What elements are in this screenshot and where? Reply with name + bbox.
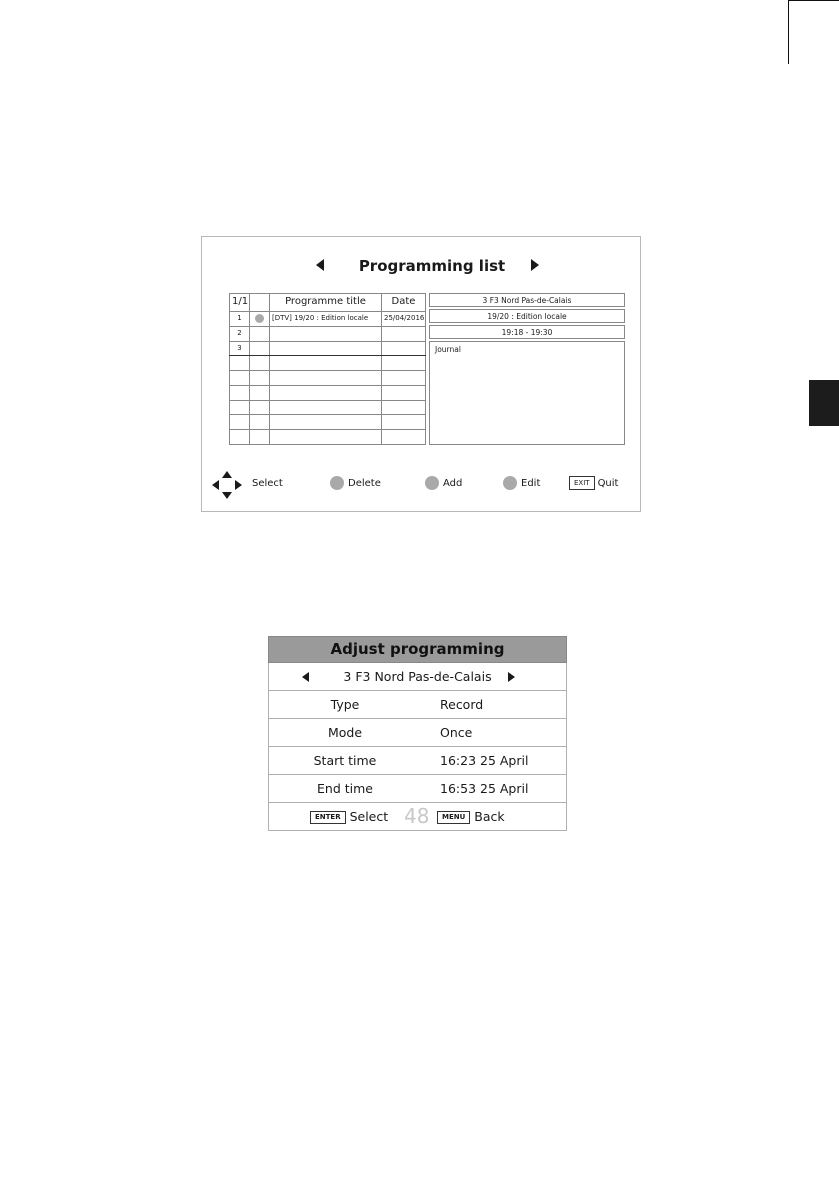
mode-label: Mode bbox=[327, 725, 363, 740]
row-date: 25/04/2016 bbox=[382, 311, 426, 326]
programming-table bbox=[229, 293, 426, 445]
end-time-label: End time bbox=[317, 781, 373, 796]
select-label: Select bbox=[349, 809, 389, 824]
table-row[interactable] bbox=[230, 400, 426, 415]
detail-time: 19:18 - 19:30 bbox=[429, 325, 625, 339]
mode-value: Once bbox=[440, 725, 473, 740]
table-row[interactable] bbox=[230, 311, 426, 326]
detail-channel: 3 F3 Nord Pas-de-Calais bbox=[429, 293, 625, 307]
section-tab-marker bbox=[809, 380, 839, 426]
row-status bbox=[250, 341, 270, 356]
quit-button[interactable] bbox=[569, 476, 618, 492]
enter-key: ENTER bbox=[310, 811, 346, 824]
arrow-left-icon[interactable] bbox=[316, 259, 324, 271]
channel-selector[interactable] bbox=[268, 663, 567, 691]
column-header: Programme title bbox=[270, 294, 382, 312]
table-row[interactable] bbox=[230, 326, 426, 341]
table-row[interactable] bbox=[230, 430, 426, 445]
row-date bbox=[382, 326, 426, 341]
arrow-right-icon[interactable] bbox=[508, 672, 515, 682]
programming-list-header bbox=[202, 255, 640, 277]
detail-description: Journal bbox=[429, 341, 625, 445]
page-number: 48 bbox=[404, 804, 430, 828]
add-button[interactable] bbox=[425, 476, 462, 492]
programme-detail bbox=[429, 293, 625, 341]
mode-row[interactable] bbox=[268, 719, 567, 747]
row-status bbox=[250, 326, 270, 341]
end-time-row[interactable] bbox=[268, 775, 567, 803]
crop-mark bbox=[788, 0, 789, 64]
add-label: Add bbox=[443, 478, 463, 489]
adjust-programming-title: Adjust programming bbox=[268, 636, 567, 663]
table-row[interactable] bbox=[230, 356, 426, 371]
select-hint: Select bbox=[252, 478, 283, 489]
table-row[interactable] bbox=[230, 371, 426, 386]
menu-back-hint[interactable] bbox=[437, 803, 505, 831]
exit-key: EXIT bbox=[569, 476, 595, 490]
programming-list-title: Programming list bbox=[358, 257, 506, 275]
back-label: Back bbox=[474, 809, 505, 824]
column-header: 1/1 bbox=[230, 294, 250, 312]
column-header bbox=[250, 294, 270, 312]
start-time-label: Start time bbox=[313, 753, 377, 768]
start-time-row[interactable] bbox=[268, 747, 567, 775]
edit-label: Edit bbox=[521, 478, 541, 489]
column-header: Date bbox=[382, 294, 426, 312]
channel-name: 3 F3 Nord Pas-de-Calais bbox=[343, 669, 492, 684]
type-label: Type bbox=[330, 697, 360, 712]
dpad-icon bbox=[212, 471, 242, 499]
end-time-value: 16:53 25 April bbox=[440, 781, 529, 796]
table-row[interactable] bbox=[230, 415, 426, 430]
menu-key: MENU bbox=[437, 811, 470, 824]
quit-label: Quit bbox=[597, 478, 619, 489]
yellow-button-icon bbox=[503, 476, 517, 490]
adjust-programming-screen bbox=[268, 636, 567, 831]
record-status-icon bbox=[255, 314, 264, 323]
start-time-value: 16:23 25 April bbox=[440, 753, 529, 768]
table-row[interactable] bbox=[230, 385, 426, 400]
programming-list-footer bbox=[202, 471, 640, 499]
delete-button[interactable] bbox=[330, 476, 381, 492]
type-value: Record bbox=[440, 697, 484, 712]
arrow-left-icon[interactable] bbox=[302, 672, 309, 682]
row-title bbox=[270, 341, 382, 356]
enter-select-hint[interactable] bbox=[310, 803, 388, 831]
red-button-icon bbox=[330, 476, 344, 490]
green-button-icon bbox=[425, 476, 439, 490]
row-status bbox=[250, 311, 270, 326]
row-title: [DTV] 19/20 : Edition locale bbox=[270, 311, 382, 326]
delete-label: Delete bbox=[348, 478, 381, 489]
row-date bbox=[382, 341, 426, 356]
arrow-right-icon[interactable] bbox=[531, 259, 539, 271]
table-header-row bbox=[230, 294, 426, 312]
programming-list-screen bbox=[201, 236, 641, 512]
row-number: 1 bbox=[230, 311, 250, 326]
detail-programme: 19/20 : Edition locale bbox=[429, 309, 625, 323]
edit-button[interactable] bbox=[503, 476, 540, 492]
type-row[interactable] bbox=[268, 691, 567, 719]
row-number: 3 bbox=[230, 341, 250, 356]
row-title bbox=[270, 326, 382, 341]
table-row-selected[interactable] bbox=[230, 341, 426, 356]
row-number: 2 bbox=[230, 326, 250, 341]
crop-mark bbox=[788, 0, 839, 1]
